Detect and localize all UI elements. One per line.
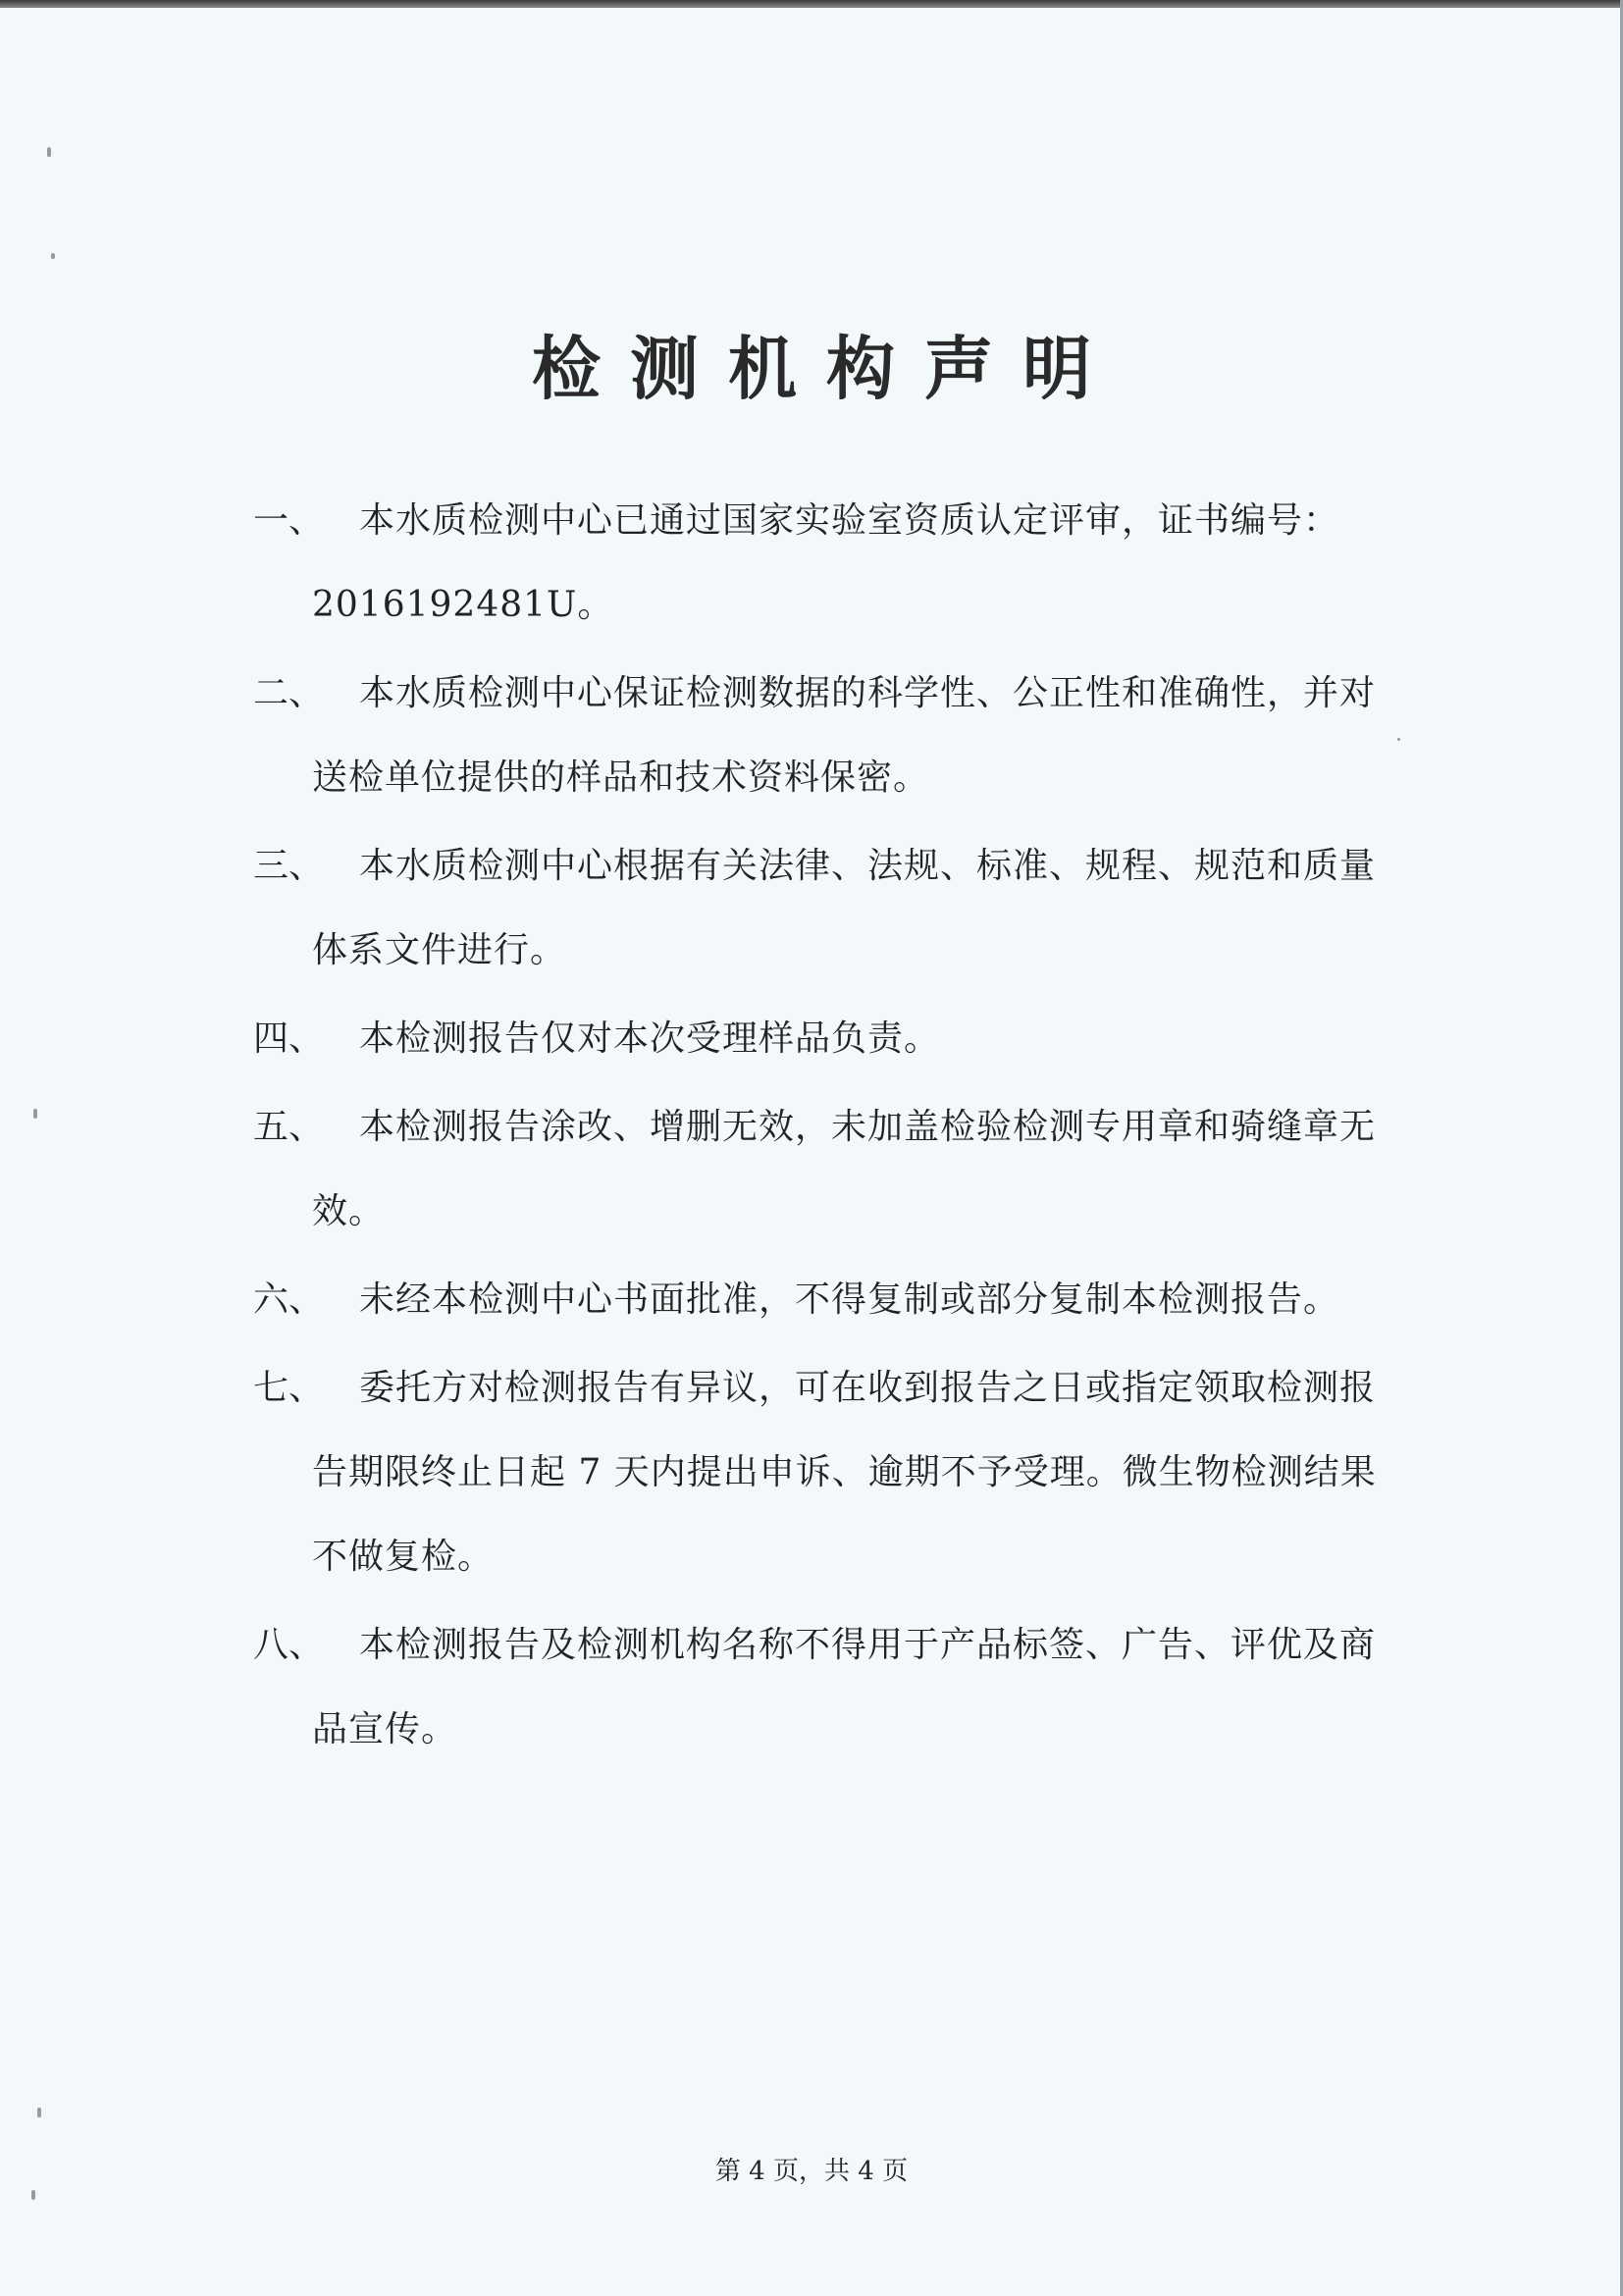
item-marker: 七、 <box>253 1368 325 1408</box>
scan-speck <box>51 253 55 259</box>
statement-item-8 <box>253 1603 1391 1772</box>
scan-speck <box>33 1109 37 1119</box>
statement-list <box>253 479 1391 1776</box>
page-number-footer: 第 4 页，共 4 页 <box>714 2157 909 2186</box>
item-marker: 八、 <box>253 1625 325 1665</box>
scan-speck <box>37 2108 41 2117</box>
statement-item-6 <box>253 1258 1391 1342</box>
item-text: 本检测报告及检测机构名称不得用于产品标签、广告、评优及商品宣传。 <box>312 1625 1377 1749</box>
scan-speck <box>31 2190 35 2200</box>
statement-item-7 <box>253 1346 1391 1599</box>
item-text: 本水质检测中心根据有关法律、法规、标准、规程、规范和质量体系文件进行。 <box>312 846 1377 970</box>
item-marker: 三、 <box>253 846 325 886</box>
statement-item-2 <box>253 652 1391 820</box>
statement-item-5 <box>253 1085 1391 1254</box>
page-title: 检测机构声明 <box>532 328 1121 409</box>
item-marker: 一、 <box>253 500 325 541</box>
statement-item-4 <box>253 997 1391 1081</box>
scan-speck <box>1397 738 1400 741</box>
item-marker: 五、 <box>253 1107 325 1147</box>
item-marker: 四、 <box>253 1018 325 1059</box>
item-text: 未经本检测中心书面批准，不得复制或部分复制本检测报告。 <box>359 1279 1340 1320</box>
item-marker: 二、 <box>253 673 325 713</box>
item-text: 本检测报告涂改、增删无效，未加盖检验检测专用章和骑缝章无效。 <box>312 1107 1377 1231</box>
item-text: 本水质检测中心已通过国家实验室资质认定评审，证书编号：2016192481U。 <box>312 500 1340 625</box>
item-marker: 六、 <box>253 1279 325 1320</box>
scan-speck <box>47 147 51 157</box>
statement-item-3 <box>253 824 1391 993</box>
scan-top-edge <box>0 0 1623 8</box>
item-text: 本检测报告仅对本次受理样品负责。 <box>359 1018 941 1059</box>
statement-item-1 <box>253 479 1391 648</box>
item-text: 委托方对检测报告有异议，可在收到报告之日或指定领取检测报告期限终止日起 7 天内提出申诉、逾期不予受理。微生物检测结果不做复检。 <box>312 1368 1377 1577</box>
item-text: 本水质检测中心保证检测数据的科学性、公正性和准确性，并对送检单位提供的样品和技术资料保密。 <box>312 673 1377 798</box>
